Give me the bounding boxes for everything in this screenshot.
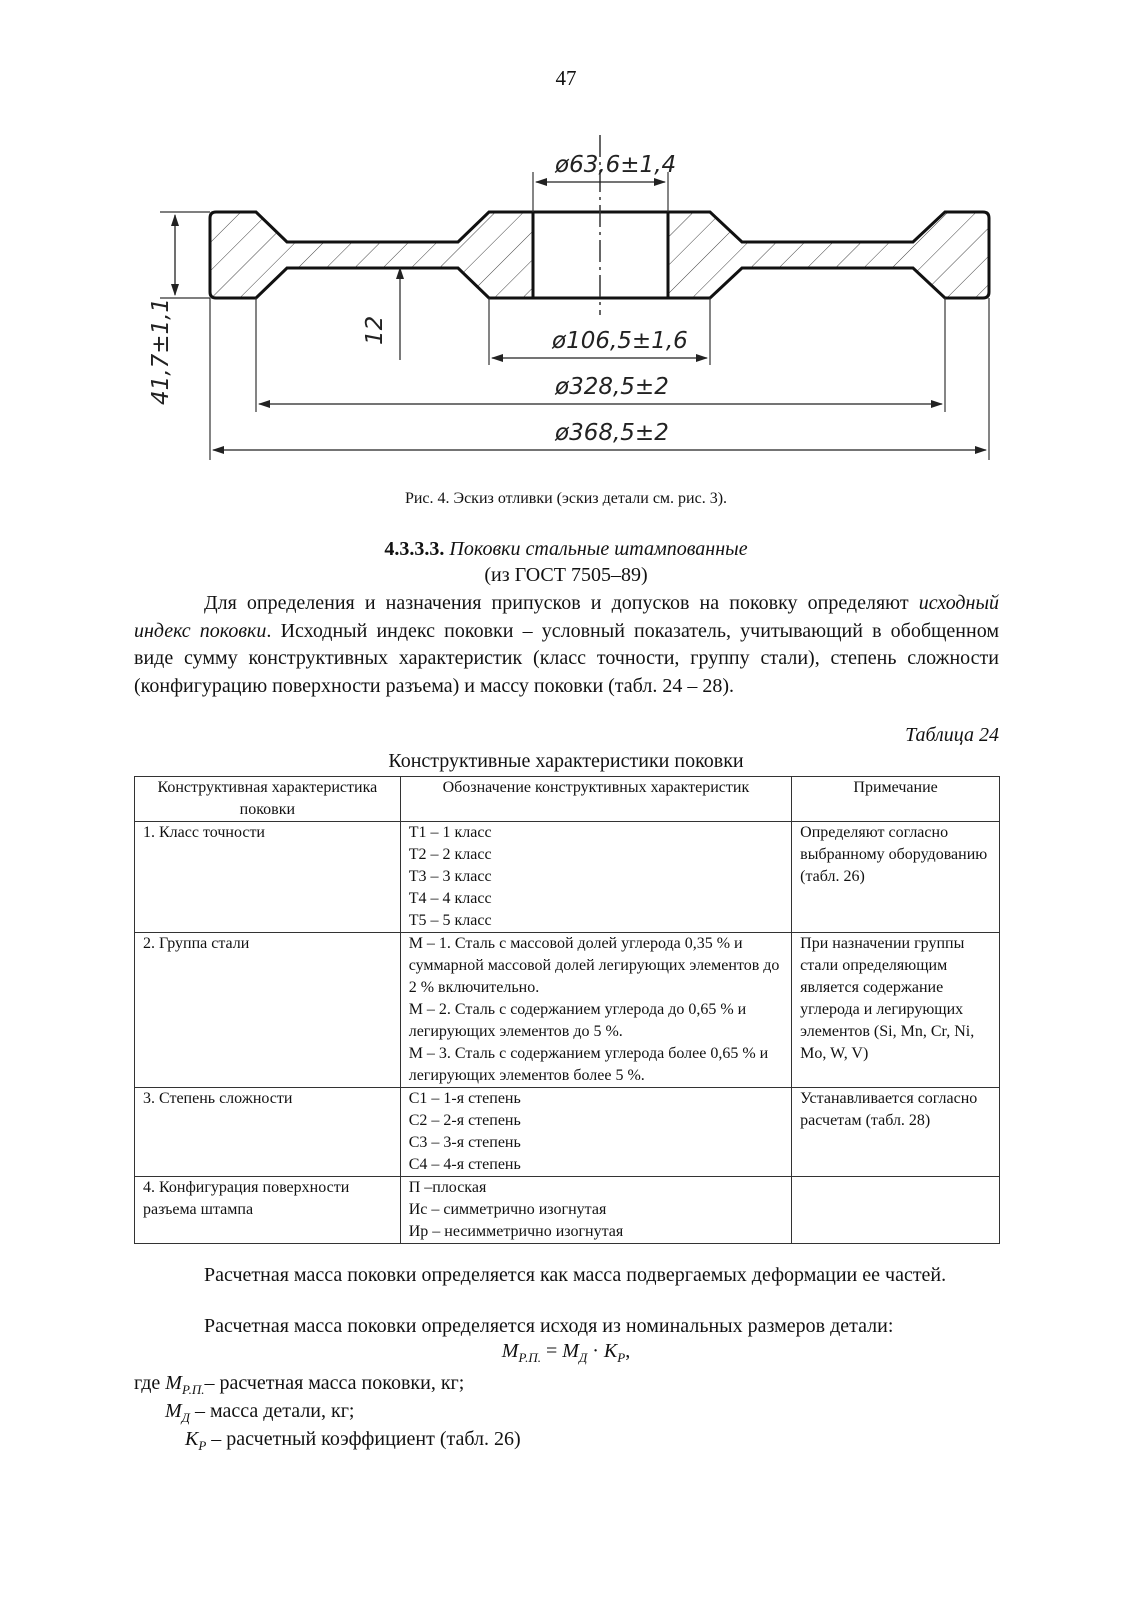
cell-characteristic: 4. Конфигурация поверхности разъема штампа (135, 1177, 401, 1244)
figure-caption: Рис. 4. Эскиз отливки (эскиз детали см. рис. 3). (404, 490, 728, 507)
section-number: 4.3.3.3. (384, 538, 445, 560)
mass-paragraph-1 (134, 1262, 999, 1290)
legend-subscript: Р.П. (181, 1382, 205, 1397)
dim-bore: ø63,6±1,4 (555, 152, 677, 178)
section-right (668, 212, 989, 298)
formula-tail: , (625, 1340, 631, 1362)
table-row (135, 1088, 1000, 1177)
table-title: Конструктивные характеристики поковки (388, 750, 744, 772)
designation-line: Т1 – 1 класс (408, 824, 492, 841)
designation-line: М – 2. Сталь с содержанием углерода до 0,65 % и легирующих элементов до 5 %. (408, 1001, 747, 1040)
cell-note: При назначении группы стали определяющим является содержание углерода и легирующих элементов (Si, Mn, Cr, Ni, Mo, W, V) (792, 933, 1000, 1088)
characteristics-table (134, 776, 1000, 1244)
formula-k: K (603, 1340, 618, 1362)
casting-sketch (0, 0, 1132, 480)
section-subtitle: (из ГОСТ 7505–89) (484, 564, 648, 586)
cell-designations (400, 1088, 791, 1177)
legend-subscript: Р (198, 1438, 207, 1453)
cell-note: Определяют согласно выбранному оборудованию (табл. 26) (792, 822, 1000, 933)
formula-m: M (562, 1340, 579, 1362)
section-title (0, 538, 1132, 561)
legend-text: – масса детали, кг; (189, 1400, 355, 1422)
formula-lhs-sub: Р.П. (518, 1350, 541, 1365)
formula-lhs: M (501, 1340, 519, 1362)
section-title-text: Поковки стальные штампованные (449, 538, 748, 560)
designation-line: Т5 – 5 класс (408, 912, 492, 929)
formula-m-sub: Д (578, 1350, 588, 1365)
dim-rim-inner: ø328,5±2 (555, 374, 669, 400)
mass-paragraph-1-text: Расчетная масса поковки определяется как масса подвергаемых деформации ее частей. (204, 1264, 947, 1286)
header-note: Примечание (792, 777, 1000, 822)
cell-designations (400, 933, 791, 1088)
intro-part1: Для определения и назначения припусков и допусков на поковку определяют (204, 592, 909, 614)
table-row (135, 822, 1000, 933)
cell-characteristic: 2. Группа стали (135, 933, 401, 1088)
designation-line: М – 1. Сталь с массовой долей углерода 0,35 % и суммарной массовой долей легирующих элементов до 2 % включительно. (408, 935, 780, 996)
designation-line: М – 3. Сталь с содержанием углерода более 0,65 % и легирующих элементов более 5 %. (408, 1045, 769, 1084)
legend-line (134, 1372, 464, 1398)
legend-symbol: M (165, 1372, 182, 1394)
cell-characteristic: 1. Класс точности (135, 822, 401, 933)
designation-line: С4 – 4-я степень (408, 1156, 521, 1173)
mass-paragraph-2-text: Расчетная масса поковки определяется исходя из номинальных размеров детали: (204, 1315, 894, 1337)
intro-part2: . Исходный индекс поковки – условный показатель, учитывающий в обобщенном виде сумму конструктивных характеристик (класс точности, группу стали), степень сложности (конфигурацию поверхности разъема) и массу поковки (табл. 24 – 28). (134, 619, 999, 697)
cell-designations (400, 1177, 791, 1244)
cell-characteristic: 3. Степень сложности (135, 1088, 401, 1177)
intro-term: исходный индекс поковки (134, 592, 1000, 642)
formula-k-sub: Р (617, 1350, 626, 1365)
designation-line: Т4 – 4 класс (408, 890, 492, 907)
formula-eq: = (541, 1340, 563, 1362)
page-number: 47 (555, 66, 577, 90)
legend-symbol: K (185, 1428, 199, 1450)
header-designation: Обозначение конструктивных характеристик (400, 777, 791, 822)
legend-prefix: где (134, 1372, 166, 1394)
formula-dot: · (587, 1340, 604, 1362)
dim-thickness: 12 (362, 315, 388, 345)
intro-paragraph (134, 590, 999, 700)
legend-line (165, 1400, 354, 1426)
mass-paragraph-2 (134, 1313, 999, 1341)
designation-line: С1 – 1-я степень (408, 1090, 521, 1107)
table-row (135, 933, 1000, 1088)
designation-line: С2 – 2-я степень (408, 1112, 521, 1129)
designation-line: С3 – 3-я степень (408, 1134, 521, 1151)
legend-text: – расчетная масса поковки, кг; (204, 1372, 465, 1394)
mass-formula (0, 1340, 1132, 1366)
table-label: Таблица 24 (905, 724, 999, 746)
legend-text: – расчетный коэффициент (табл. 26) (206, 1428, 521, 1450)
designation-line: П –плоская (408, 1179, 487, 1196)
cell-note: Устанавливается согласно расчетам (табл. 28) (792, 1088, 1000, 1177)
legend-symbol: M (165, 1400, 182, 1422)
cell-designations (400, 822, 791, 933)
designation-line: Т2 – 2 класс (408, 846, 492, 863)
table-header-row (135, 777, 1000, 822)
dim-hub: ø106,5±1,6 (552, 328, 688, 354)
designation-line: Т3 – 3 класс (408, 868, 492, 885)
dim-height: 41,7±1,1 (148, 297, 174, 405)
legend-line (185, 1428, 521, 1454)
designation-line: Ис – симметрично изогнутая (408, 1201, 607, 1218)
table-row (135, 1177, 1000, 1244)
header-characteristic: Конструктивная характеристика поковки (135, 777, 401, 822)
designation-line: Ир – несимметрично изогнутая (408, 1223, 624, 1240)
legend-subscript: Д (181, 1410, 190, 1425)
cell-note (792, 1177, 1000, 1244)
section-left (210, 212, 533, 298)
dim-outer: ø368,5±2 (555, 420, 669, 446)
